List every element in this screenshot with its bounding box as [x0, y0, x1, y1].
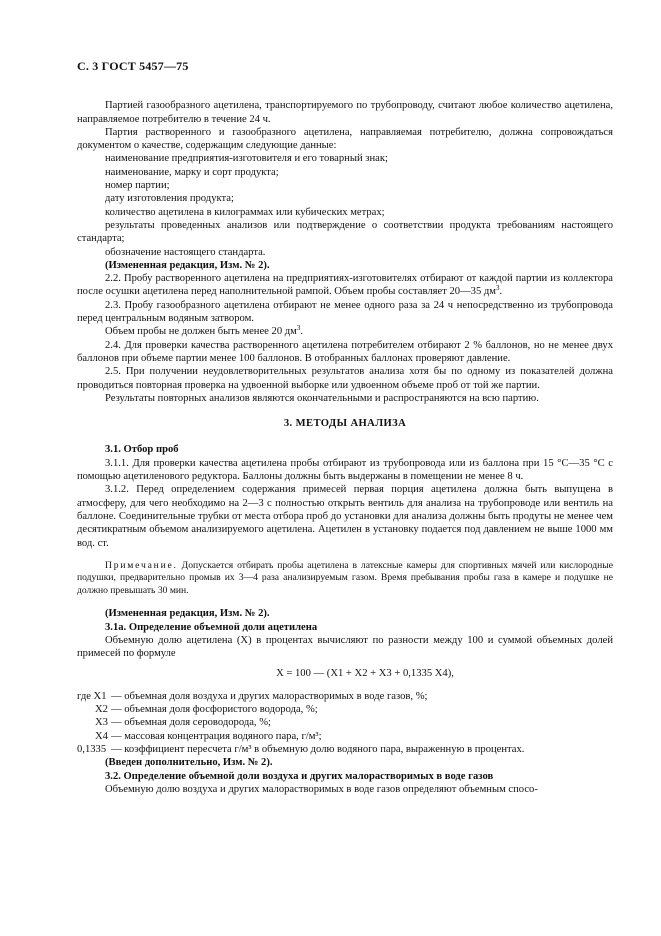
list-item: дату изготовления продукта;: [105, 193, 234, 205]
list-item: номер партии;: [105, 180, 170, 192]
formula: X = 100 — (X1 + X2 + X3 + 0,1335 X4),: [276, 668, 454, 680]
doc-items-list: [77, 152, 613, 258]
legend-text: — объемная доля воздуха и других малорастворимых в воде газов, %;: [111, 690, 428, 702]
paragraph-3-2: Объемную долю воздуха и других малорастворимых в воде газов определяют объемным спосо-: [105, 783, 538, 795]
paragraph-2-2: 2.2. Пробу растворенного ацетилена на предприятиях-изготовителях отбирают от каждой партии из коллектора после осушки ацетилена перед наполнительной рампой. Объем пробы составляет 20—35 $дм^3$.: [77, 273, 613, 298]
heading-3-1a: 3.1а. Определение объемной доли ацетилена: [105, 621, 318, 633]
legend-row: [77, 743, 613, 756]
paragraph-3-1-2: 3.1.2. Перед определением содержания примесей первая порция ацетилена должна быть выпущена в атмосферу, для чего необходимо на 2—3 с полностью открыть вентиль для анализа на трубопроводе или вентиль на баллоне. Соединительные трубки от места отбора проб до установки для анализа должны быть продуты не менее чем десятикратным объемом анализируемого ацетилена. Ацетилен в установку подается под давлением не выше 1000 мм вод. ст.: [77, 484, 613, 549]
legend-symbol: 0,1335: [77, 743, 107, 755]
paragraph-3-1a: Объемную долю ацетилена (X) в процентах вычисляют по разности между 100 и суммой объемных долей примесей по формуле: [77, 634, 613, 660]
edit-note: (Измененная редакция, Изм. № 2).: [105, 608, 270, 620]
legend-text: — массовая концентрация водяного пара, г/м³;: [111, 730, 322, 742]
document-page: [77, 60, 613, 796]
legend-symbol: где X1: [77, 690, 107, 702]
note-text: Допускается отбирать пробы ацетилена в латексные камеры для спортивных мячей или кислородные подушки, предварительно промыв их 3—4 раза анализируемым газом. Время пребывания пробы газа в камере и подушке не должно превышать 30 мин.: [77, 559, 613, 596]
paragraph-2-4: 2.4. Для проверки качества растворенного ацетилена потребителем отбирают 2 % баллонов, но не менее двух баллонов при объеме партии менее 100 баллонов. В отобранных баллонах проверяют давление.: [77, 339, 613, 364]
legend-row: [77, 690, 613, 703]
list-item: результаты проведенных анализов или подтверждение о соответствии продукта требованиям настоящего стандарта;: [77, 219, 613, 245]
heading-3-2: 3.2. Определение объемной доли воздуха и других малорастворимых в воде газов: [105, 770, 494, 782]
paragraph-text: 2.2. Пробу растворенного ацетилена на предприятиях-изготовителях отбирают от каждой партии из коллектора после осушки ацетилена перед наполнительной рампой. Объем пробы составляет 20—35 дм: [77, 273, 613, 298]
note-label: Примечание.: [105, 559, 178, 571]
paragraph: Партия растворенного и газообразного ацетилена, направляемая потребителю, должна сопровождаться документом о качестве, содержащим следующие данные:: [77, 126, 613, 152]
list-item: наименование, марку и сорт продукта;: [105, 166, 279, 178]
legend-row: [77, 716, 613, 729]
list-item: обозначение настоящего стандарта.: [105, 246, 266, 258]
paragraph-2-5b: Результаты повторных анализов являются окончательными и распространяются на всю партию.: [105, 392, 539, 404]
list-item: наименование предприятия-изготовителя и его товарный знак;: [105, 153, 388, 165]
legend-text: — объемная доля фосфористого водорода, %;: [111, 704, 318, 716]
legend-symbol: X2: [95, 704, 108, 716]
paragraph-2-3: 2.3. Пробу газообразного ацетилена отбирают не менее одного раза за 24 ч непосредственно из трубопровода перед центральным водяным затвором.: [77, 299, 613, 325]
legend-symbol: X4: [95, 730, 108, 742]
legend-row: [77, 730, 613, 743]
edit-note: (Измененная редакция, Изм. № 2).: [105, 259, 270, 271]
edit-note: (Введен дополнительно, Изм. № 2).: [105, 757, 273, 769]
formula-legend: [77, 690, 613, 756]
section-title: 3. МЕТОДЫ АНАЛИЗА: [283, 418, 407, 430]
heading-3-1: 3.1. Отбор проб: [105, 444, 179, 456]
paragraph-2-5: 2.5. При получении неудовлетворительных результатов анализа хотя бы по одному из показателей должна проводиться повторная проверка на удвоенной выборке или удвоенном объеме проб от той же партии.: [77, 366, 613, 391]
paragraph-text: Объем пробы не должен быть менее 20 дм: [105, 326, 297, 338]
note: [77, 560, 613, 598]
page-header: С. 3 ГОСТ 5457—75: [77, 59, 189, 73]
list-item: количество ацетилена в килограммах или кубических метрах;: [105, 206, 385, 218]
legend-symbol: X3: [95, 717, 108, 729]
paragraph-3-1-1: 3.1.1. Для проверки качества ацетилена пробы отбирают из трубопровода или из баллона при 15 °С—35 °С с помощью ацетиленового редуктора. Баллоны должны быть выдержаны в помещении не менее 8 ч.: [77, 457, 613, 483]
legend-row: [77, 703, 613, 716]
legend-text: — коэффициент пересчета г/м³ в объемную долю водяного пара, выраженную в процентах.: [111, 743, 525, 755]
legend-text: — объемная доля сероводорода, %;: [111, 717, 271, 729]
paragraph-2-3b: Объем пробы не должен быть менее 20 $дм^3$.: [105, 324, 304, 338]
paragraph: Партией газообразного ацетилена, транспортируемого по трубопроводу, считают любое количество ацетилена, направляемое потребителю в течение 24 ч.: [77, 100, 613, 125]
